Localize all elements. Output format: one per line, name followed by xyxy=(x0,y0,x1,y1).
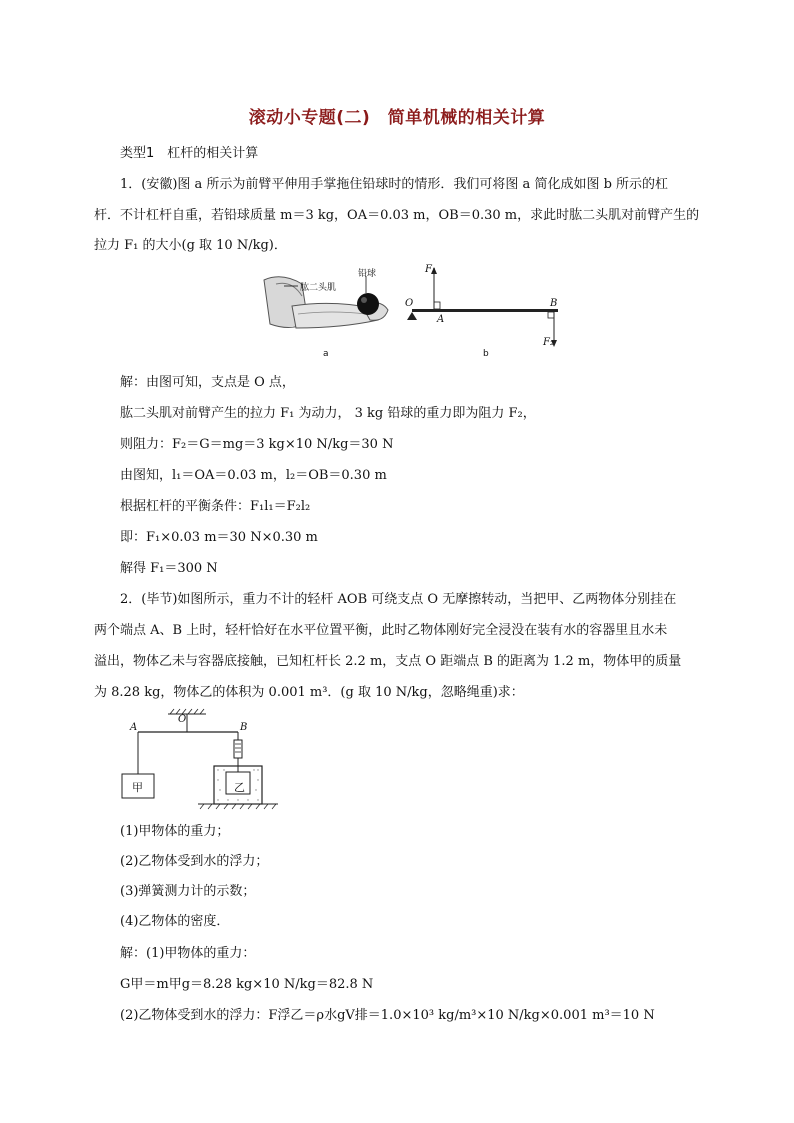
q2-question-3: (3)弹簧测力计的示数； xyxy=(120,884,256,899)
q2-line-3: 溢出，物体乙未与容器底接触，已知杠杆长 2.2 m，支点 O 距端点 B 的距离为 1.2 m，物体甲的质量 xyxy=(94,654,682,669)
label-b: B xyxy=(550,298,558,309)
caption-b: b xyxy=(483,349,489,359)
q1-line-2: 杆．不计杠杆自重，若铅球质量 m＝3 kg，OA＝0.03 m，OB＝0.30 m，求此时肱二头肌对前臂产生的 xyxy=(94,208,700,223)
label-shot-put: 铅球 xyxy=(358,269,377,279)
fig2-label-a: A xyxy=(130,722,138,733)
fig2-label-jia: 甲 xyxy=(132,781,143,794)
q1-solution-4: 由图知，l₁＝OA＝0.03 m，l₂＝OB＝0.30 m xyxy=(120,468,387,483)
q2-solution-1: 解：(1)甲物体的重力： xyxy=(120,946,256,961)
label-f1: F₁ xyxy=(425,264,436,275)
q2-line-1: 2．(毕节)如图所示，重力不计的轻杆 AOB 可绕支点 O 无摩擦转动，当把甲、乙两物体分别挂在 xyxy=(120,592,677,607)
label-biceps: 肱二头肌 xyxy=(300,283,337,293)
q1-solution-3: 则阻力：F₂＝G＝mg＝3 kg×10 N/kg＝30 N xyxy=(120,437,394,452)
label-a: A xyxy=(437,314,445,325)
page-title: 滚动小专题(二) 简单机械的相关计算 xyxy=(248,108,546,128)
label-f2: F₂ xyxy=(543,337,554,348)
q1-solution-7: 解得 F₁＝300 N xyxy=(120,561,218,576)
section-heading: 类型1 杠杆的相关计算 xyxy=(120,146,259,161)
q1-solution-6: 即：F₁×0.03 m＝30 N×0.30 m xyxy=(120,530,318,545)
fig2-label-yi: 乙 xyxy=(234,781,245,794)
q2-question-2: (2)乙物体受到水的浮力； xyxy=(120,854,269,869)
q2-line-2: 两个端点 A、B 上时，轻杆恰好在水平位置平衡，此时乙物体刚好完全浸没在装有水的容器里且水未 xyxy=(94,623,668,638)
label-o: O xyxy=(405,298,414,309)
q2-solution-2: G甲＝m甲g＝8.28 kg×10 N/kg＝82.8 N xyxy=(120,977,374,992)
fig2-label-o: O xyxy=(178,714,187,725)
q2-line-4: 为 8.28 kg，物体乙的体积为 0.001 m³．(g 取 10 N/kg，忽略绳重)求： xyxy=(94,685,524,700)
q1-solution-1: 解：由图可知，支点是 O 点， xyxy=(120,375,295,390)
q2-solution-3: (2)乙物体受到水的浮力：F浮乙＝ρ水gV排＝1.0×10³ kg/m³×10 N/kg×0.001 m³＝10 N xyxy=(120,1008,655,1023)
q2-question-4: (4)乙物体的密度． xyxy=(120,914,230,929)
q1-solution-5: 根据杠杆的平衡条件：F₁l₁＝F₂l₂ xyxy=(120,499,311,514)
q1-line-3: 拉力 F₁ 的大小(g 取 10 N/kg)． xyxy=(94,238,287,253)
caption-a: a xyxy=(323,349,329,359)
q1-line-1: 1．(安徽)图 a 所示为前臂平伸用手掌拖住铅球时的情形．我们可将图 a 简化成如图 b 所示的杠 xyxy=(120,177,669,192)
fig2-label-b: B xyxy=(240,722,248,733)
q2-question-1: (1)甲物体的重力； xyxy=(120,824,230,839)
q1-solution-2: 肱二头肌对前臂产生的拉力 F₁ 为动力， 3 kg 铅球的重力即为阻力 F₂， xyxy=(120,406,536,421)
figure-lever-container xyxy=(118,708,293,813)
